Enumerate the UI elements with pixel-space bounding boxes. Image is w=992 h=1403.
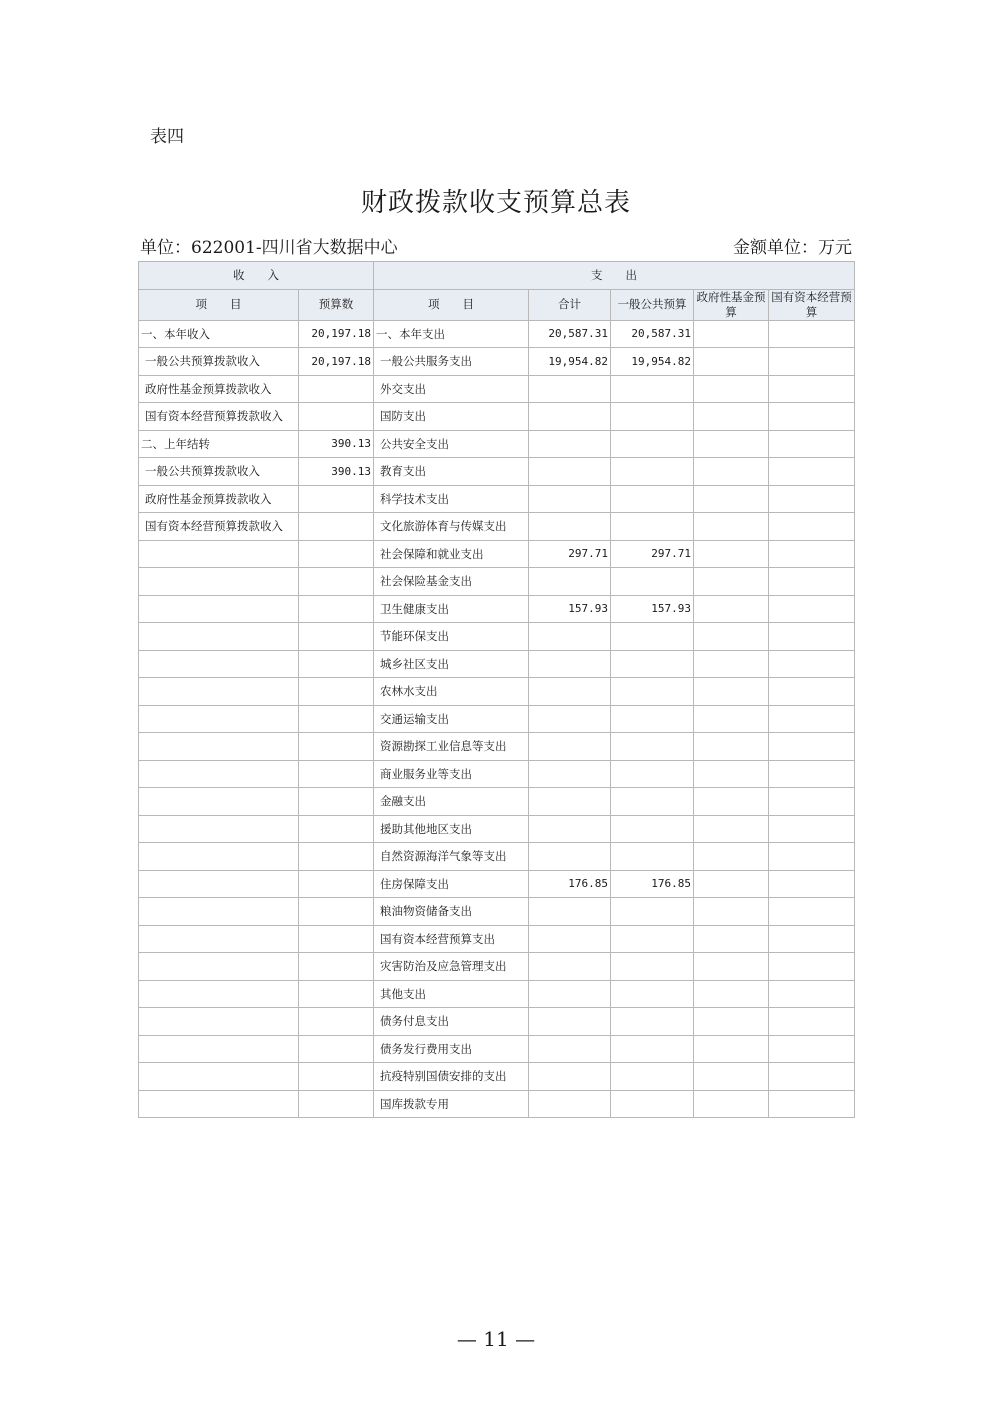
general-budget-cell: 297.71 <box>611 540 694 568</box>
income-budget-cell <box>299 568 374 596</box>
table-row <box>139 568 855 596</box>
expense-item-cell: 其他支出 <box>374 980 529 1008</box>
general-budget-cell <box>611 430 694 458</box>
income-item-cell: 国有资本经营预算拨款收入 <box>139 403 299 431</box>
gov-fund-budget-cell <box>694 1035 769 1063</box>
income-item-cell <box>139 595 299 623</box>
table-row <box>139 870 855 898</box>
expense-item-cell: 资源勘探工业信息等支出 <box>374 733 529 761</box>
expense-total-cell <box>529 485 611 513</box>
expense-item-cell: 文化旅游体育与传媒支出 <box>374 513 529 541</box>
gov-fund-budget-cell <box>694 568 769 596</box>
income-item-cell: 一般公共预算拨款收入 <box>139 458 299 486</box>
gov-fund-budget-cell <box>694 678 769 706</box>
income-budget-cell <box>299 595 374 623</box>
income-item-cell <box>139 898 299 926</box>
gov-fund-budget-cell <box>694 650 769 678</box>
expense-total-cell: 297.71 <box>529 540 611 568</box>
budget-summary-table <box>138 261 855 1118</box>
income-item-cell <box>139 678 299 706</box>
state-capital-budget-cell <box>769 458 855 486</box>
table-row <box>139 403 855 431</box>
gov-fund-budget-cell <box>694 513 769 541</box>
gov-fund-budget-cell <box>694 458 769 486</box>
expense-total-cell: 176.85 <box>529 870 611 898</box>
expense-total-cell <box>529 513 611 541</box>
state-capital-budget-cell <box>769 403 855 431</box>
income-item-cell <box>139 1008 299 1036</box>
table-row <box>139 375 855 403</box>
table-row <box>139 1008 855 1036</box>
gov-fund-budget-cell <box>694 1008 769 1036</box>
expense-total-cell <box>529 1090 611 1118</box>
header-row-columns <box>139 289 855 320</box>
general-budget-cell: 157.93 <box>611 595 694 623</box>
gov-fund-budget-cell <box>694 870 769 898</box>
general-budget-cell <box>611 678 694 706</box>
income-budget-cell <box>299 788 374 816</box>
state-capital-budget-cell <box>769 788 855 816</box>
income-item-cell <box>139 815 299 843</box>
gov-fund-budget-cell <box>694 1090 769 1118</box>
income-budget-cell: 20,197.18 <box>299 320 374 348</box>
header-state-capital-budget: 国有资本经营预算 <box>769 289 855 320</box>
income-item-cell <box>139 1035 299 1063</box>
header-expense-item: 项 目 <box>374 289 529 320</box>
income-budget-cell <box>299 760 374 788</box>
general-budget-cell <box>611 1008 694 1036</box>
general-budget-cell <box>611 843 694 871</box>
table-row <box>139 1090 855 1118</box>
income-budget-cell <box>299 678 374 706</box>
expense-total-cell <box>529 898 611 926</box>
expense-item-cell: 灾害防治及应急管理支出 <box>374 953 529 981</box>
state-capital-budget-cell <box>769 540 855 568</box>
state-capital-budget-cell <box>769 623 855 651</box>
general-budget-cell <box>611 568 694 596</box>
income-item-cell <box>139 925 299 953</box>
general-budget-cell <box>611 925 694 953</box>
income-budget-cell: 390.13 <box>299 430 374 458</box>
state-capital-budget-cell <box>769 1035 855 1063</box>
gov-fund-budget-cell <box>694 843 769 871</box>
table-row <box>139 760 855 788</box>
income-item-cell: 一、本年收入 <box>139 320 299 348</box>
income-item-cell <box>139 760 299 788</box>
general-budget-cell <box>611 788 694 816</box>
expense-total-cell: 19,954.82 <box>529 348 611 376</box>
table-row <box>139 843 855 871</box>
income-budget-cell: 20,197.18 <box>299 348 374 376</box>
state-capital-budget-cell <box>769 870 855 898</box>
expense-total-cell <box>529 430 611 458</box>
gov-fund-budget-cell <box>694 485 769 513</box>
general-budget-cell: 176.85 <box>611 870 694 898</box>
expense-item-cell: 债务发行费用支出 <box>374 1035 529 1063</box>
gov-fund-budget-cell <box>694 788 769 816</box>
header-income-item: 项 目 <box>139 289 299 320</box>
income-budget-cell <box>299 733 374 761</box>
general-budget-cell: 19,954.82 <box>611 348 694 376</box>
expense-total-cell: 157.93 <box>529 595 611 623</box>
general-budget-cell <box>611 375 694 403</box>
table-row <box>139 815 855 843</box>
expense-total-cell <box>529 925 611 953</box>
state-capital-budget-cell <box>769 650 855 678</box>
table-row <box>139 733 855 761</box>
state-capital-budget-cell <box>769 348 855 376</box>
table-row <box>139 595 855 623</box>
table-row <box>139 458 855 486</box>
income-budget-cell <box>299 650 374 678</box>
state-capital-budget-cell <box>769 320 855 348</box>
state-capital-budget-cell <box>769 953 855 981</box>
expense-total-cell <box>529 980 611 1008</box>
income-item-cell <box>139 733 299 761</box>
header-gov-fund-budget: 政府性基金预算 <box>694 289 769 320</box>
expense-total-cell: 20,587.31 <box>529 320 611 348</box>
gov-fund-budget-cell <box>694 430 769 458</box>
income-item-cell <box>139 623 299 651</box>
income-budget-cell <box>299 485 374 513</box>
income-budget-cell <box>299 953 374 981</box>
income-item-cell <box>139 980 299 1008</box>
general-budget-cell <box>611 403 694 431</box>
gov-fund-budget-cell <box>694 348 769 376</box>
income-budget-cell <box>299 375 374 403</box>
state-capital-budget-cell <box>769 980 855 1008</box>
general-budget-cell <box>611 760 694 788</box>
header-income-budget: 预算数 <box>299 289 374 320</box>
gov-fund-budget-cell <box>694 320 769 348</box>
state-capital-budget-cell <box>769 1063 855 1091</box>
table-row <box>139 320 855 348</box>
table-row <box>139 953 855 981</box>
page-title: 财政拨款收支预算总表 <box>360 188 631 218</box>
general-budget-cell <box>611 705 694 733</box>
state-capital-budget-cell <box>769 375 855 403</box>
expense-item-cell: 商业服务业等支出 <box>374 760 529 788</box>
header-total: 合计 <box>529 289 611 320</box>
expense-item-cell: 交通运输支出 <box>374 705 529 733</box>
income-budget-cell <box>299 898 374 926</box>
state-capital-budget-cell <box>769 513 855 541</box>
table-row <box>139 678 855 706</box>
expense-item-cell: 城乡社区支出 <box>374 650 529 678</box>
gov-fund-budget-cell <box>694 925 769 953</box>
expense-total-cell <box>529 403 611 431</box>
header-income: 收 入 <box>139 262 374 290</box>
income-budget-cell <box>299 815 374 843</box>
general-budget-cell <box>611 733 694 761</box>
table-row <box>139 1063 855 1091</box>
gov-fund-budget-cell <box>694 815 769 843</box>
expense-total-cell <box>529 1035 611 1063</box>
header-general-budget: 一般公共预算 <box>611 289 694 320</box>
expense-item-cell: 债务付息支出 <box>374 1008 529 1036</box>
income-item-cell: 一般公共预算拨款收入 <box>139 348 299 376</box>
state-capital-budget-cell <box>769 430 855 458</box>
table-row <box>139 650 855 678</box>
expense-total-cell <box>529 788 611 816</box>
income-item-cell <box>139 788 299 816</box>
table-row <box>139 485 855 513</box>
state-capital-budget-cell <box>769 843 855 871</box>
table-row <box>139 348 855 376</box>
expense-item-cell: 社会保险基金支出 <box>374 568 529 596</box>
income-item-cell <box>139 650 299 678</box>
expense-item-cell: 科学技术支出 <box>374 485 529 513</box>
gov-fund-budget-cell <box>694 733 769 761</box>
table-row <box>139 925 855 953</box>
income-item-cell: 二、上年结转 <box>139 430 299 458</box>
expense-total-cell <box>529 1008 611 1036</box>
general-budget-cell <box>611 1090 694 1118</box>
expense-item-cell: 国防支出 <box>374 403 529 431</box>
expense-item-cell: 国有资本经营预算支出 <box>374 925 529 953</box>
gov-fund-budget-cell <box>694 898 769 926</box>
state-capital-budget-cell <box>769 1090 855 1118</box>
expense-total-cell <box>529 760 611 788</box>
income-budget-cell <box>299 1008 374 1036</box>
expense-total-cell <box>529 953 611 981</box>
general-budget-cell <box>611 623 694 651</box>
income-budget-cell <box>299 513 374 541</box>
table-row <box>139 980 855 1008</box>
state-capital-budget-cell <box>769 705 855 733</box>
income-budget-cell <box>299 1063 374 1091</box>
income-budget-cell <box>299 925 374 953</box>
table-label: 表四 <box>150 127 184 147</box>
general-budget-cell <box>611 1063 694 1091</box>
general-budget-cell <box>611 513 694 541</box>
table-row <box>139 1035 855 1063</box>
expense-total-cell <box>529 623 611 651</box>
general-budget-cell <box>611 458 694 486</box>
expense-item-cell: 节能环保支出 <box>374 623 529 651</box>
table-row <box>139 898 855 926</box>
income-budget-cell <box>299 1035 374 1063</box>
expense-total-cell <box>529 815 611 843</box>
gov-fund-budget-cell <box>694 705 769 733</box>
expense-item-cell: 卫生健康支出 <box>374 595 529 623</box>
header-expense: 支 出 <box>374 262 855 290</box>
gov-fund-budget-cell <box>694 1063 769 1091</box>
table-row <box>139 705 855 733</box>
expense-total-cell <box>529 375 611 403</box>
income-item-cell: 国有资本经营预算拨款收入 <box>139 513 299 541</box>
state-capital-budget-cell <box>769 815 855 843</box>
expense-total-cell <box>529 650 611 678</box>
state-capital-budget-cell <box>769 733 855 761</box>
table-row <box>139 540 855 568</box>
expense-total-cell <box>529 678 611 706</box>
expense-item-cell: 自然资源海洋气象等支出 <box>374 843 529 871</box>
expense-item-cell: 一、本年支出 <box>374 320 529 348</box>
page-number: — 11 — <box>456 1327 536 1351</box>
unit-label: 单位：622001-四川省大数据中心 <box>140 238 398 258</box>
gov-fund-budget-cell <box>694 595 769 623</box>
expense-total-cell <box>529 705 611 733</box>
general-budget-cell <box>611 650 694 678</box>
gov-fund-budget-cell <box>694 540 769 568</box>
expense-total-cell <box>529 843 611 871</box>
general-budget-cell <box>611 898 694 926</box>
expense-item-cell: 粮油物资储备支出 <box>374 898 529 926</box>
table-row <box>139 623 855 651</box>
income-item-cell <box>139 870 299 898</box>
income-budget-cell <box>299 403 374 431</box>
header-row-groups <box>139 262 855 290</box>
state-capital-budget-cell <box>769 485 855 513</box>
general-budget-cell <box>611 980 694 1008</box>
expense-item-cell: 公共安全支出 <box>374 430 529 458</box>
income-item-cell <box>139 568 299 596</box>
table-row <box>139 788 855 816</box>
general-budget-cell <box>611 1035 694 1063</box>
income-budget-cell: 390.13 <box>299 458 374 486</box>
expense-item-cell: 援助其他地区支出 <box>374 815 529 843</box>
income-budget-cell <box>299 1090 374 1118</box>
state-capital-budget-cell <box>769 595 855 623</box>
state-capital-budget-cell <box>769 760 855 788</box>
income-item-cell: 政府性基金预算拨款收入 <box>139 375 299 403</box>
gov-fund-budget-cell <box>694 623 769 651</box>
gov-fund-budget-cell <box>694 403 769 431</box>
income-budget-cell <box>299 843 374 871</box>
income-budget-cell <box>299 540 374 568</box>
income-item-cell <box>139 1090 299 1118</box>
expense-item-cell: 国库拨款专用 <box>374 1090 529 1118</box>
gov-fund-budget-cell <box>694 980 769 1008</box>
income-budget-cell <box>299 705 374 733</box>
expense-item-cell: 外交支出 <box>374 375 529 403</box>
expense-item-cell: 社会保障和就业支出 <box>374 540 529 568</box>
state-capital-budget-cell <box>769 678 855 706</box>
expense-total-cell <box>529 1063 611 1091</box>
currency-unit-label: 金额单位：万元 <box>733 238 852 258</box>
income-item-cell <box>139 843 299 871</box>
gov-fund-budget-cell <box>694 760 769 788</box>
expense-item-cell: 住房保障支出 <box>374 870 529 898</box>
income-budget-cell <box>299 623 374 651</box>
state-capital-budget-cell <box>769 568 855 596</box>
state-capital-budget-cell <box>769 925 855 953</box>
expense-total-cell <box>529 733 611 761</box>
expense-item-cell: 农林水支出 <box>374 678 529 706</box>
general-budget-cell <box>611 485 694 513</box>
expense-total-cell <box>529 458 611 486</box>
table-row <box>139 430 855 458</box>
income-budget-cell <box>299 980 374 1008</box>
expense-total-cell <box>529 568 611 596</box>
income-item-cell <box>139 540 299 568</box>
income-item-cell <box>139 1063 299 1091</box>
general-budget-cell: 20,587.31 <box>611 320 694 348</box>
income-item-cell <box>139 705 299 733</box>
general-budget-cell <box>611 815 694 843</box>
expense-item-cell: 金融支出 <box>374 788 529 816</box>
expense-item-cell: 一般公共服务支出 <box>374 348 529 376</box>
gov-fund-budget-cell <box>694 375 769 403</box>
table-row <box>139 513 855 541</box>
income-item-cell <box>139 953 299 981</box>
income-item-cell: 政府性基金预算拨款收入 <box>139 485 299 513</box>
expense-item-cell: 抗疫特别国债安排的支出 <box>374 1063 529 1091</box>
state-capital-budget-cell <box>769 898 855 926</box>
gov-fund-budget-cell <box>694 953 769 981</box>
income-budget-cell <box>299 870 374 898</box>
general-budget-cell <box>611 953 694 981</box>
expense-item-cell: 教育支出 <box>374 458 529 486</box>
state-capital-budget-cell <box>769 1008 855 1036</box>
